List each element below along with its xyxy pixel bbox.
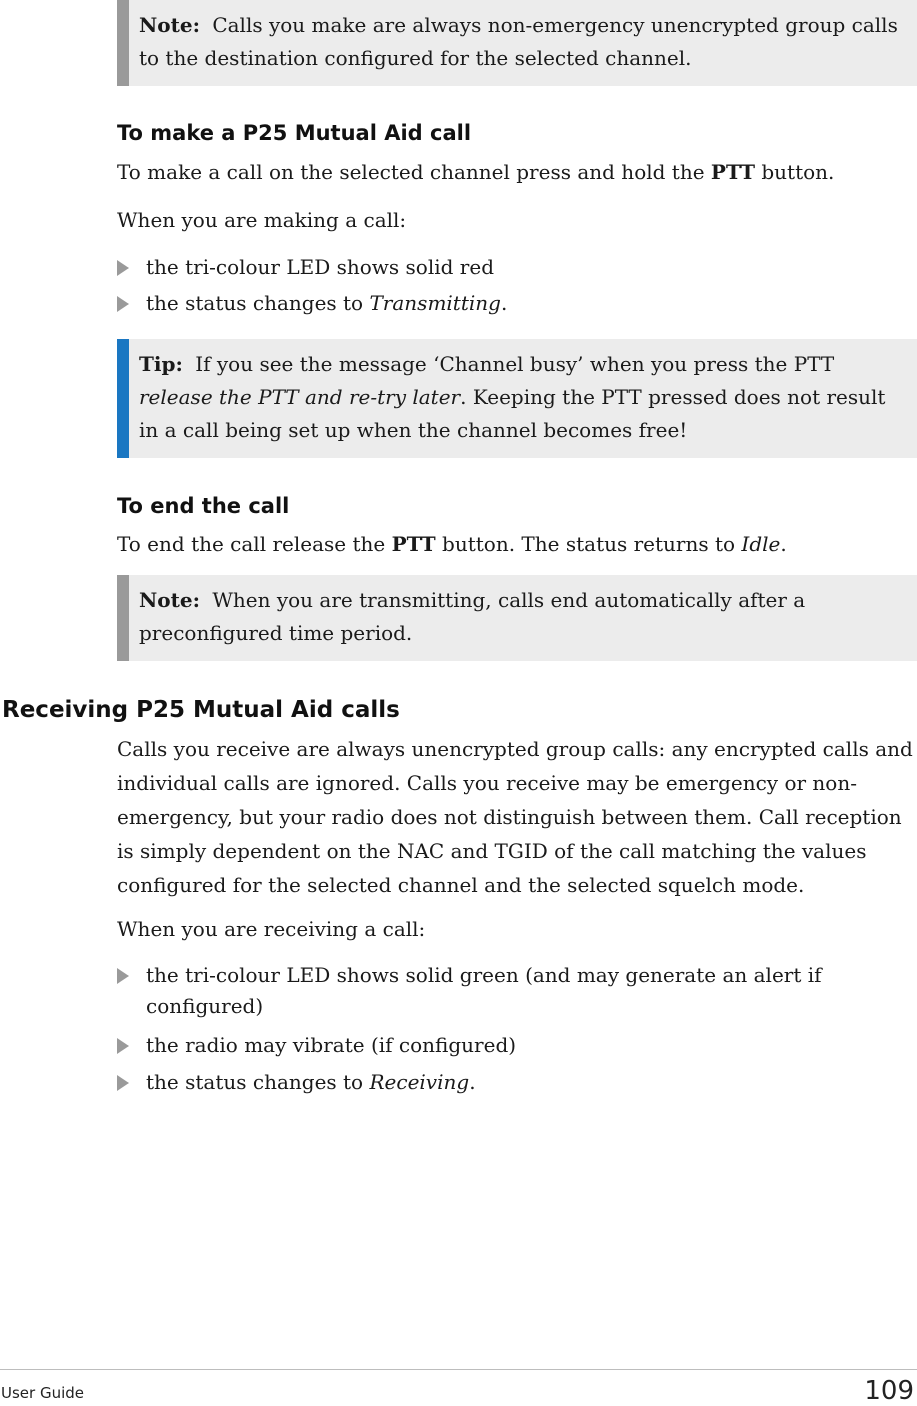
page-number: 109 [864,1376,914,1406]
list-item: the status changes to Receiving. [117,1067,897,1098]
make-call-instruction: To make a call on the selected channel press and hold the PTT button. [117,160,835,184]
making-call-intro: When you are making a call: [117,208,407,232]
note-text: When you are transmitting, calls end automatically after a preconfigured time period. [139,588,806,645]
note-text: Calls you make are always non-emergency unencrypted group calls to the destination configured for the selected channel. [139,13,898,70]
footer-divider [0,1369,917,1370]
bullet-arrow-icon [117,296,129,312]
bullet-arrow-icon [117,1038,129,1054]
list-item: the tri-colour LED shows solid green (and may generate an alert if configured) [117,960,897,1022]
tip-label: Tip: [139,352,183,376]
receiving-calls-heading: Receiving P25 Mutual Aid calls [2,697,400,723]
note-label: Note: [139,588,200,612]
make-call-heading: To make a P25 Mutual Aid call [117,121,472,145]
receiving-call-intro: When you are receiving a call: [117,917,426,941]
status-receiving: Receiving [369,1070,470,1094]
list-item: the tri-colour LED shows solid red [117,252,897,283]
note-label: Note: [139,13,200,37]
status-transmitting: Transmitting [369,291,501,315]
bullet-arrow-icon [117,1075,129,1091]
bullet-arrow-icon [117,968,129,984]
list-item: the status changes to Transmitting. [117,288,897,319]
status-idle: Idle [741,532,781,556]
end-call-heading: To end the call [117,494,290,518]
note-callout [117,575,917,661]
bullet-arrow-icon [117,260,129,276]
end-call-instruction: To end the call release the PTT button. The status returns to Idle. [117,532,787,556]
ptt-label: PTT [710,160,755,184]
receiving-calls-description: Calls you receive are always unencrypted group calls: any encrypted calls and individual calls are ignored. Calls you receive may be emergency or non-emergency, but your radio does not distinguish between them. Call reception is simply dependent on the NAC and TGID of the call matching the values configured for the selected channel and the selected squelch mode. [117,737,913,897]
footer-title: User Guide [1,1384,85,1402]
tip-callout: Tip: If you see the message ‘Channel busy’ when you press the PTT release the PTT and re-try later. Keeping the PTT pressed does not result in a call being set up when the channel becomes free! [117,339,917,458]
note-callout [117,0,917,86]
list-item: the radio may vibrate (if configured) [117,1030,897,1061]
